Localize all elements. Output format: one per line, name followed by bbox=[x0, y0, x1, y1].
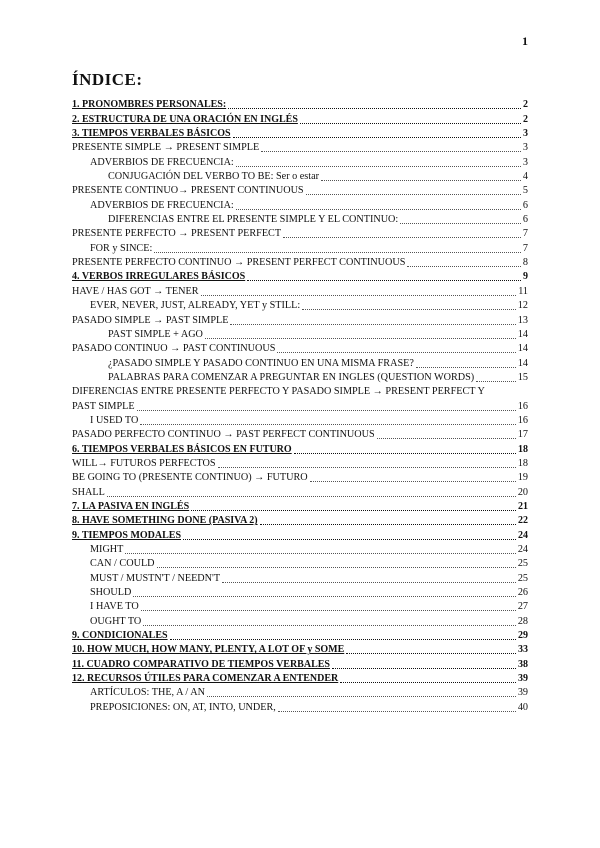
toc-entry[interactable] bbox=[72, 471, 528, 485]
toc-entry[interactable] bbox=[72, 256, 528, 270]
toc-entry-label: MIGHT bbox=[90, 544, 124, 555]
toc-entry-label: ARTÍCULOS: THE, A / AN bbox=[90, 687, 205, 699]
toc-entry-page: 38 bbox=[518, 658, 528, 670]
toc-entry-label: DIFERENCIAS ENTRE EL PRESENTE SIMPLE Y EL CONTINUO: bbox=[108, 214, 399, 226]
dot-leader bbox=[476, 381, 516, 382]
dot-leader bbox=[230, 324, 515, 325]
dot-leader bbox=[191, 510, 516, 511]
toc-entry-label: PALABRAS PARA COMENZAR A PREGUNTAR EN INGLES (QUESTION WORDS) bbox=[108, 371, 475, 383]
dot-leader bbox=[233, 137, 521, 138]
toc-entry-label-line2: PAST SIMPLE bbox=[72, 400, 135, 412]
toc-entry[interactable] bbox=[72, 112, 528, 126]
toc-entry[interactable] bbox=[72, 643, 528, 657]
toc-entry-page: 6 bbox=[522, 214, 528, 226]
dot-leader bbox=[207, 696, 516, 697]
dot-leader bbox=[306, 194, 521, 195]
toc-entry-label: PAST SIMPLE + AGO bbox=[108, 328, 203, 340]
toc-entry[interactable] bbox=[72, 586, 528, 600]
toc-entry[interactable] bbox=[72, 571, 528, 585]
toc-entry-label: PASADO PERFECTO CONTINUO → PAST PERFECT CONTINUOUS bbox=[72, 429, 375, 441]
dot-leader bbox=[183, 539, 516, 540]
toc-entry-page: 39 bbox=[518, 673, 528, 685]
toc-entry-label: SHALL bbox=[72, 486, 105, 498]
dot-leader bbox=[346, 653, 516, 654]
toc-entry-page: 15 bbox=[517, 371, 528, 383]
toc-entry[interactable] bbox=[72, 500, 528, 514]
toc-entry-page: 14 bbox=[517, 357, 528, 369]
dot-leader bbox=[321, 180, 521, 181]
toc-entry-page: 18 bbox=[517, 457, 528, 469]
toc-entry-label: 9. CONDICIONALES bbox=[72, 630, 168, 642]
toc-entry-page: 14 bbox=[517, 328, 528, 340]
toc-entry[interactable] bbox=[72, 155, 528, 169]
toc-entry-page: 26 bbox=[517, 587, 528, 599]
toc-entry-label: PASADO SIMPLE → PAST SIMPLE bbox=[72, 314, 229, 326]
toc-entry-label: ADVERBIOS DE FRECUENCIA: bbox=[90, 199, 234, 211]
dot-leader bbox=[125, 553, 515, 554]
dot-leader bbox=[283, 237, 521, 238]
toc-entry-label: 3. TIEMPOS VERBALES BÁSICOS bbox=[72, 128, 231, 140]
toc-entry-label: 9. TIEMPOS MODALES bbox=[72, 529, 181, 541]
toc-entry[interactable] bbox=[72, 600, 528, 614]
toc-entry[interactable] bbox=[72, 543, 528, 557]
toc-entry-page: 40 bbox=[517, 701, 528, 713]
toc-entry-page: 16 bbox=[517, 414, 528, 426]
toc-entry[interactable] bbox=[72, 557, 528, 571]
table-of-contents bbox=[72, 98, 528, 715]
toc-entry[interactable] bbox=[72, 141, 528, 155]
toc-entry-label: PRESENTE SIMPLE → PRESENT SIMPLE bbox=[72, 142, 260, 154]
dot-leader bbox=[416, 367, 516, 368]
dot-leader bbox=[170, 639, 516, 640]
dot-leader bbox=[140, 424, 516, 425]
toc-entry-page: 17 bbox=[517, 429, 528, 441]
dot-leader bbox=[277, 352, 515, 353]
toc-entry-label: 4. VERBOS IRREGULARES BÁSICOS bbox=[72, 271, 246, 283]
toc-entry-page: 12 bbox=[517, 300, 528, 312]
toc-entry-label: EVER, NEVER, JUST, ALREADY, YET y STILL: bbox=[90, 300, 301, 312]
toc-entry[interactable] bbox=[72, 170, 528, 184]
toc-entry-label: 11. CUADRO COMPARATIVO DE TIEMPOS VERBALES bbox=[72, 658, 330, 670]
toc-entry[interactable] bbox=[72, 371, 528, 385]
toc-entry-label: 6. TIEMPOS VERBALES BÁSICOS EN FUTURO bbox=[72, 443, 292, 455]
toc-entry[interactable] bbox=[72, 284, 528, 298]
dot-leader bbox=[247, 280, 521, 281]
toc-entry-page: 22 bbox=[518, 515, 528, 527]
toc-entry-label: 7. LA PASIVA EN INGLÉS bbox=[72, 500, 190, 512]
dot-leader bbox=[407, 266, 521, 267]
toc-entry[interactable] bbox=[72, 313, 528, 327]
toc-entry[interactable] bbox=[72, 213, 528, 227]
toc-entry-label: CAN / COULD bbox=[90, 558, 155, 570]
toc-entry-page: 9 bbox=[523, 271, 528, 283]
toc-entry[interactable] bbox=[72, 385, 528, 414]
toc-entry-label: ¿PASADO SIMPLE Y PASADO CONTINUO EN UNA MISMA FRASE? bbox=[108, 357, 414, 369]
toc-entry[interactable] bbox=[72, 485, 528, 499]
dot-leader bbox=[137, 410, 516, 411]
dot-leader bbox=[201, 295, 517, 296]
toc-entry[interactable] bbox=[72, 98, 528, 112]
toc-entry[interactable] bbox=[72, 127, 528, 141]
toc-entry[interactable] bbox=[72, 457, 528, 471]
dot-leader bbox=[340, 682, 516, 683]
toc-entry[interactable] bbox=[72, 342, 528, 356]
toc-entry-label: SHOULD bbox=[90, 587, 132, 599]
toc-entry-page: 29 bbox=[518, 630, 528, 642]
toc-entry-page: 19 bbox=[517, 472, 528, 484]
toc-entry-page: 3 bbox=[522, 156, 528, 168]
toc-entry[interactable] bbox=[72, 270, 528, 284]
toc-entry-label: 12. RECURSOS ÚTILES PARA COMENZAR A ENTENDER bbox=[72, 673, 339, 685]
dot-leader bbox=[141, 610, 516, 611]
toc-entry-label: PRESENTE CONTINUO→ PRESENT CONTINUOUS bbox=[72, 185, 304, 197]
dot-leader bbox=[332, 668, 516, 669]
toc-entry[interactable] bbox=[72, 241, 528, 255]
dot-leader bbox=[278, 711, 516, 712]
toc-entry-page: 2 bbox=[523, 99, 528, 111]
toc-entry-page: 24 bbox=[517, 544, 528, 555]
toc-entry-page: 25 bbox=[517, 572, 528, 584]
toc-entry-page: 21 bbox=[518, 500, 528, 512]
toc-entry-page: 25 bbox=[517, 558, 528, 570]
toc-entry-label-line1: DIFERENCIAS ENTRE PRESENTE PERFECTO Y PASADO SIMPLE → PRESENT PERFECT Y bbox=[72, 385, 485, 397]
toc-entry-page: 27 bbox=[517, 601, 528, 613]
dot-leader bbox=[222, 582, 516, 583]
toc-entry[interactable] bbox=[72, 328, 528, 342]
toc-entry-page: 20 bbox=[517, 486, 528, 498]
toc-entry-label: PRESENTE PERFECTO CONTINUO → PRESENT PERFECT CONTINUOUS bbox=[72, 257, 406, 269]
dot-leader bbox=[228, 108, 521, 109]
dot-leader bbox=[157, 567, 516, 568]
toc-entry-page: 24 bbox=[518, 529, 528, 541]
dot-leader bbox=[236, 166, 521, 167]
toc-entry-label: I HAVE TO bbox=[90, 601, 139, 613]
dot-leader bbox=[236, 209, 521, 210]
toc-entry-page: 3 bbox=[522, 142, 528, 154]
toc-entry-page: 3 bbox=[523, 128, 528, 140]
toc-entry[interactable] bbox=[72, 686, 528, 700]
toc-entry-page: 4 bbox=[522, 171, 528, 183]
toc-entry-label: MUST / MUSTN'T / NEEDN'T bbox=[90, 572, 221, 584]
toc-entry-page: 6 bbox=[522, 199, 528, 211]
dot-leader bbox=[154, 252, 521, 253]
toc-entry-page: 2 bbox=[523, 113, 528, 125]
dot-leader bbox=[302, 309, 516, 310]
toc-entry-page: 11 bbox=[518, 285, 528, 297]
toc-entry[interactable] bbox=[72, 428, 528, 442]
toc-entry-label: PREPOSICIONES: ON, AT, INTO, UNDER, bbox=[90, 701, 276, 713]
toc-entry[interactable] bbox=[72, 198, 528, 212]
toc-entry-label: 8. HAVE SOMETHING DONE (PASIVA 2) bbox=[72, 515, 258, 527]
dot-leader bbox=[400, 223, 521, 224]
toc-entry-page: 39 bbox=[517, 687, 528, 699]
toc-entry[interactable] bbox=[72, 356, 528, 370]
toc-entry[interactable] bbox=[72, 629, 528, 643]
toc-entry-label: FOR y SINCE: bbox=[90, 242, 153, 254]
toc-entry-label: 10. HOW MUCH, HOW MANY, PLENTY, A LOT OF y SOME bbox=[72, 644, 345, 656]
toc-entry[interactable] bbox=[72, 657, 528, 671]
dot-leader bbox=[205, 338, 516, 339]
toc-entry-label: OUGHT TO bbox=[90, 615, 142, 627]
dot-leader bbox=[143, 625, 516, 626]
toc-entry-label: ADVERBIOS DE FRECUENCIA: bbox=[90, 156, 234, 168]
toc-entry[interactable] bbox=[72, 227, 528, 241]
toc-entry[interactable] bbox=[72, 672, 528, 686]
toc-entry-page: 16 bbox=[517, 400, 528, 412]
toc-title: ÍNDICE: bbox=[72, 70, 143, 89]
toc-entry-page: 33 bbox=[518, 644, 528, 656]
toc-entry[interactable] bbox=[72, 700, 528, 714]
toc-entry-page: 28 bbox=[517, 615, 528, 627]
dot-leader bbox=[294, 453, 516, 454]
toc-entry-label: PASADO CONTINUO → PAST CONTINUOUS bbox=[72, 343, 276, 355]
toc-entry-label: BE GOING TO (PRESENTE CONTINUO) → FUTURO bbox=[72, 472, 308, 484]
toc-entry-page: 18 bbox=[518, 443, 528, 455]
dot-leader bbox=[218, 467, 516, 468]
dot-leader bbox=[310, 481, 516, 482]
toc-entry-label: HAVE / HAS GOT → TENER bbox=[72, 285, 199, 297]
page-number: 1 bbox=[522, 34, 528, 48]
toc-entry[interactable] bbox=[72, 184, 528, 198]
toc-entry-label: WILL→ FUTUROS PERFECTOS bbox=[72, 457, 216, 469]
toc-entry[interactable] bbox=[72, 414, 528, 428]
dot-leader bbox=[133, 596, 515, 597]
toc-entry[interactable] bbox=[72, 514, 528, 528]
toc-entry-label: 1. PRONOMBRES PERSONALES: bbox=[72, 99, 227, 111]
toc-entry-page: 13 bbox=[517, 314, 528, 326]
toc-entry-label: PRESENTE PERFECTO → PRESENT PERFECT bbox=[72, 228, 282, 240]
toc-entry[interactable] bbox=[72, 299, 528, 313]
toc-entry-page: 5 bbox=[522, 185, 528, 197]
toc-entry-page: 7 bbox=[522, 228, 528, 240]
toc-entry-page: 8 bbox=[522, 257, 528, 269]
dot-leader bbox=[261, 151, 521, 152]
dot-leader bbox=[260, 524, 516, 525]
toc-entry-page: 14 bbox=[517, 343, 528, 355]
toc-entry-label: 2. ESTRUCTURA DE UNA ORACIÓN EN INGLÉS bbox=[72, 113, 298, 125]
toc-entry-page: 7 bbox=[522, 242, 528, 254]
dot-leader bbox=[377, 438, 516, 439]
toc-entry[interactable] bbox=[72, 528, 528, 542]
toc-entry-label: I USED TO bbox=[90, 414, 139, 426]
dot-leader bbox=[107, 496, 516, 497]
toc-entry[interactable] bbox=[72, 614, 528, 628]
toc-entry-label: CONJUGACIÓN DEL VERBO TO BE: Ser o estar bbox=[108, 171, 320, 183]
toc-entry[interactable] bbox=[72, 442, 528, 456]
dot-leader bbox=[300, 123, 521, 124]
